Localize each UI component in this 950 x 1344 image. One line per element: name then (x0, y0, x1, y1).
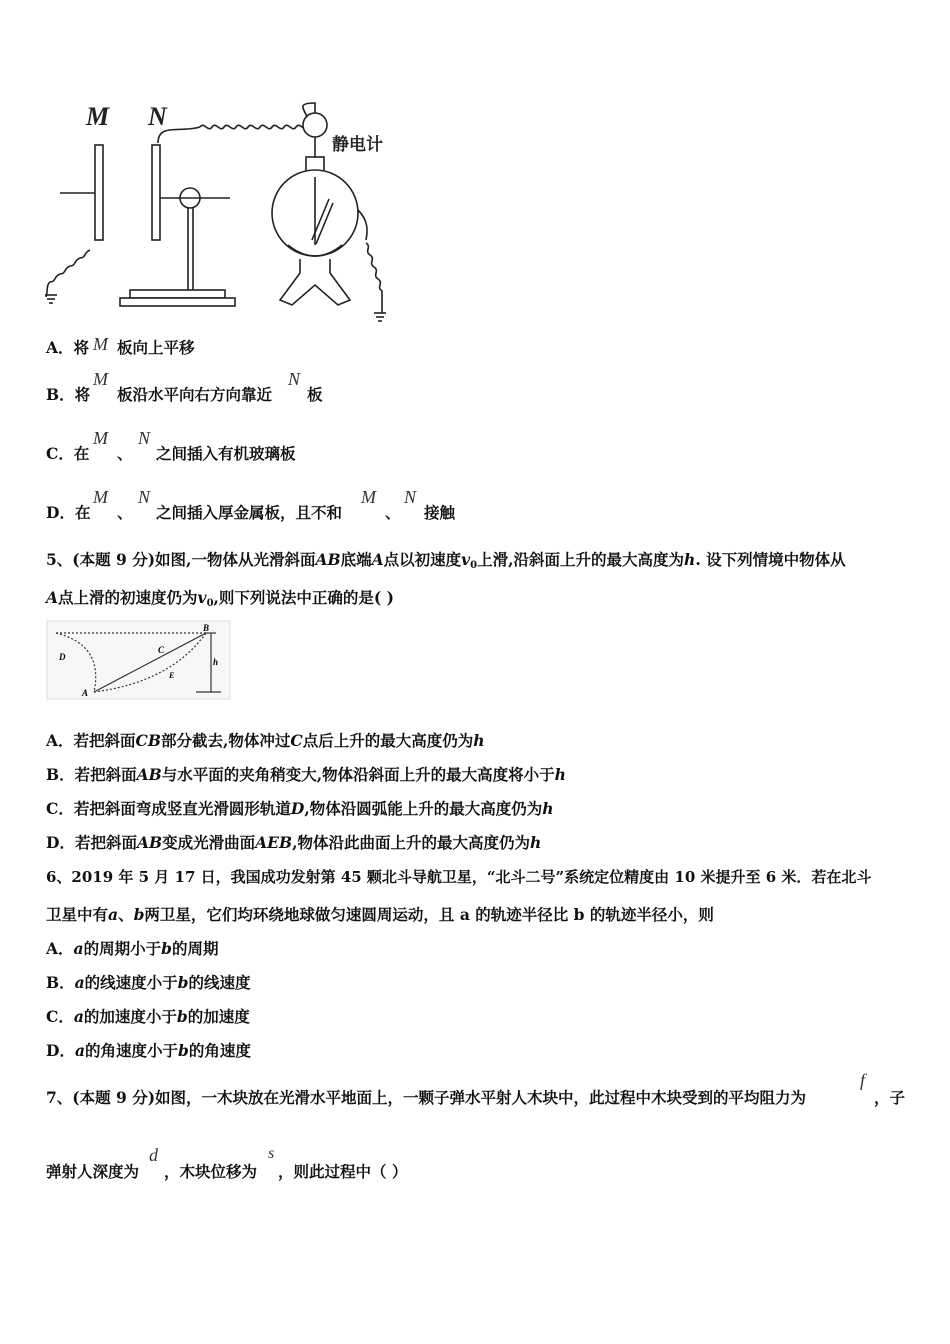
q7-stem-line2: 弹射人深度为 (46, 1162, 140, 1181)
plate-n-label: N (148, 102, 167, 131)
fig-label-a: A (82, 688, 89, 698)
fig-label-e: E (169, 671, 175, 680)
q6-option-c[interactable]: C．a的加速度小于b的加速度 (46, 1007, 250, 1026)
q4-c-text: 之间插入有机玻璃板 (156, 444, 296, 463)
fig-label-c: C (158, 645, 165, 655)
q4-b-text: 板沿水平向右方向靠近 (117, 385, 273, 404)
capacitor-electrometer-figure (40, 95, 400, 325)
q7-stem-line2-mid: ，木块位移为 (164, 1162, 258, 1181)
q4-d-symbol-m: M (93, 487, 108, 507)
q5-stem-line2: A点上滑的初速度仍为$v_0$,则下列说法中正确的是( ) (46, 588, 394, 609)
q4-c-symbol-n: N (138, 428, 151, 448)
incline-figure (46, 620, 231, 700)
q4-d-symbol-n: N (138, 487, 151, 507)
q4-d-symbol-m2: M (361, 487, 376, 507)
q7-stem-line1: 7、(本题 9 分)如图，一木块放在光滑水平地面上，一颗子弹水平射人木块中，此过程中木块受到的平均阻力为 (46, 1088, 807, 1107)
electrometer-label: 静电计 (332, 135, 383, 155)
fig-label-h: h (213, 657, 219, 667)
q4-option-b[interactable]: B．将 (46, 385, 91, 404)
q4-b-symbol-n: N (288, 369, 301, 389)
q4-a-symbol-m: M (93, 334, 108, 354)
fig-label-d: D (59, 652, 66, 662)
q4-option-a[interactable]: A．将 (46, 338, 90, 357)
q5-option-c[interactable]: C．若把斜面弯成竖直光滑圆形轨道D,物体沿圆弧能上升的最大高度仍为h (46, 799, 554, 818)
q4-d-sep: 、 (117, 503, 133, 522)
q6-option-a[interactable]: A．a的周期小于b的周期 (46, 939, 219, 958)
q4-b-symbol-m: M (93, 369, 108, 389)
q6-option-d[interactable]: D．a的角速度小于b的角速度 (46, 1041, 251, 1060)
q7-symbol-f: f (860, 1070, 866, 1090)
q5-stem-line1: 5、(本题 9 分)如图,一物体从光滑斜面AB底端A点以初速度$v_0$上滑,沿斜面上升的最大高度为h. 设下列情境中物体从 (46, 550, 846, 571)
q7-symbol-s: s (268, 1145, 275, 1162)
q4-c-sep: 、 (117, 444, 133, 463)
fig-label-b: B (203, 623, 210, 633)
q4-d-text: 之间插入厚金属板，且不和 (156, 503, 343, 522)
q7-stem-line1-end: ，子 (874, 1088, 906, 1107)
plate-m-label: M (86, 102, 110, 131)
q5-option-d[interactable]: D．若把斜面AB变成光滑曲面AEB,物体沿此曲面上升的最大高度仍为h (46, 833, 542, 852)
q6-option-b[interactable]: B．a的线速度小于b的线速度 (46, 973, 251, 992)
q5-option-b[interactable]: B．若把斜面AB与水平面的夹角稍变大,物体沿斜面上升的最大高度将小于h (46, 765, 566, 784)
q4-option-d[interactable]: D．在 (46, 503, 91, 522)
q4-option-c[interactable]: C．在 (46, 444, 90, 463)
q5-option-a[interactable]: A．若把斜面CB部分截去,物体冲过C点后上升的最大高度仍为h (46, 731, 485, 750)
q4-c-symbol-m: M (93, 428, 108, 448)
q7-stem-line2-end: ，则此过程中（ ） (278, 1162, 408, 1181)
q4-b-text-end: 板 (307, 385, 323, 404)
q7-symbol-d: d (149, 1145, 158, 1165)
q4-d-sep2: 、 (385, 503, 401, 522)
q6-stem-line1: 6、2019 年 5 月 17 日，我国成功发射第 45 颗北斗导航卫星，“北斗二号”系统定位精度由 10 米提升至 6 米．若在北斗 (46, 868, 872, 886)
q4-d-symbol-n2: N (404, 487, 417, 507)
q4-a-text: 板向上平移 (117, 338, 195, 357)
q6-stem-line2: 卫星中有a、b两卫星，它们均环绕地球做匀速圆周运动，且 a 的轨迹半径比 b 的轨迹半径小，则 (46, 905, 714, 924)
q4-d-text-end: 接触 (424, 503, 456, 522)
